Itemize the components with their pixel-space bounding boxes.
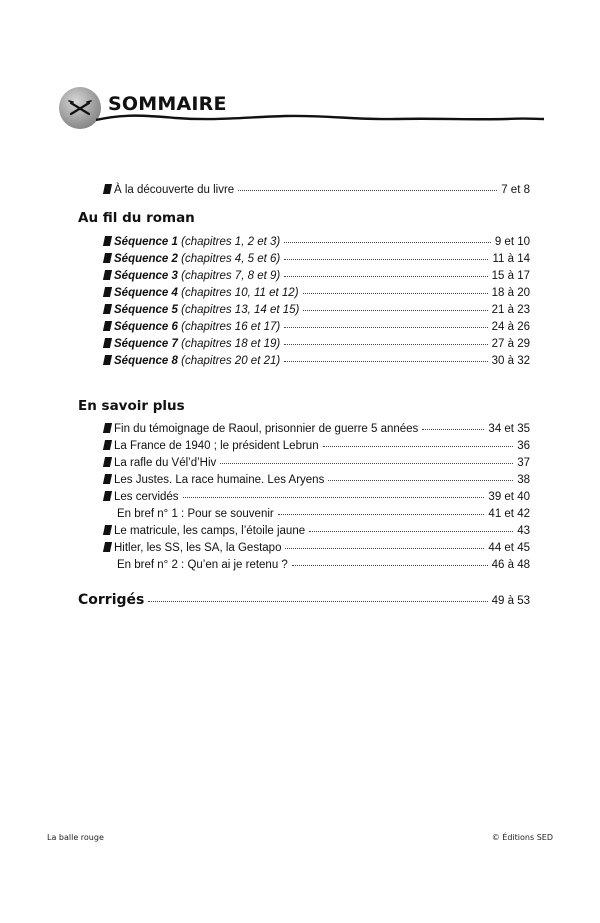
toc-entry-corriges[interactable]: Corrigés 49 à 53	[78, 592, 530, 608]
toc-entry-france-1940[interactable]: La France de 1940 ; le président Lebrun 36	[104, 439, 530, 455]
toc-entry-sequence-2[interactable]: Séquence 2 (chapitres 4, 5 et 6) 11 à 14	[104, 252, 530, 268]
bullet-icon	[103, 457, 112, 467]
toc-entry-temoignage[interactable]: Fin du témoignage de Raoul, prisonnier de guerre 5 années 34 et 35	[104, 422, 530, 438]
toc-entry-justes[interactable]: Les Justes. La race humaine. Les Aryens 38	[104, 473, 530, 489]
bullet-icon	[103, 491, 112, 501]
footer-publisher: © Éditions SED	[491, 833, 553, 842]
bullet-icon	[103, 270, 112, 280]
bullet-icon	[103, 321, 112, 331]
bullet-icon	[103, 304, 112, 314]
bullet-icon	[103, 423, 112, 433]
toc-entry-cervides[interactable]: Les cervidés 39 et 40	[104, 490, 530, 506]
bullet-icon	[103, 440, 112, 450]
bullet-icon	[103, 542, 112, 552]
toc-entry-sequence-3[interactable]: Séquence 3 (chapitres 7, 8 et 9) 15 à 17	[104, 269, 530, 285]
page-title: SOMMAIRE	[108, 93, 227, 115]
crossed-swords-icon	[59, 87, 101, 129]
toc-entry-rafle[interactable]: La rafle du Vél’d’Hiv 37	[104, 456, 530, 472]
header-underline	[96, 108, 544, 130]
toc-entry-sequence-5[interactable]: Séquence 5 (chapitres 13, 14 et 15) 21 à 23	[104, 303, 530, 319]
toc-entry-hitler[interactable]: Hitler, les SS, les SA, la Gestapo 44 et 45	[104, 541, 530, 557]
toc-entry-sequence-8[interactable]: Séquence 8 (chapitres 20 et 21) 30 à 32	[104, 354, 530, 370]
bullet-icon	[103, 184, 112, 194]
section-heading-savoir: En savoir plus	[78, 398, 185, 414]
footer-book-title: La balle rouge	[47, 833, 104, 842]
toc-entry-sequence-7[interactable]: Séquence 7 (chapitres 18 et 19) 27 à 29	[104, 337, 530, 353]
toc-entry-en-bref-2[interactable]: En bref n° 2 : Qu’en ai je retenu ? 46 à 48	[117, 558, 530, 574]
toc-entry-sequence-6[interactable]: Séquence 6 (chapitres 16 et 17) 24 à 26	[104, 320, 530, 336]
bullet-icon	[103, 355, 112, 365]
section-heading-roman: Au fil du roman	[78, 210, 195, 226]
toc-entry-sequence-4[interactable]: Séquence 4 (chapitres 10, 11 et 12) 18 à 20	[104, 286, 530, 302]
page-header	[0, 0, 600, 140]
bullet-icon	[103, 236, 112, 246]
toc-entry-sequence-1[interactable]: Séquence 1 (chapitres 1, 2 et 3) 9 et 10	[104, 235, 530, 251]
bullet-icon	[103, 474, 112, 484]
toc-entry-matricule[interactable]: Le matricule, les camps, l’étoile jaune 43	[104, 524, 530, 540]
toc-entry-decouverte[interactable]: À la découverte du livre 7 et 8	[104, 183, 530, 199]
bullet-icon	[103, 338, 112, 348]
bullet-icon	[103, 525, 112, 535]
toc-entry-en-bref-1[interactable]: En bref n° 1 : Pour se souvenir 41 et 42	[117, 507, 530, 523]
bullet-icon	[103, 287, 112, 297]
bullet-icon	[103, 253, 112, 263]
